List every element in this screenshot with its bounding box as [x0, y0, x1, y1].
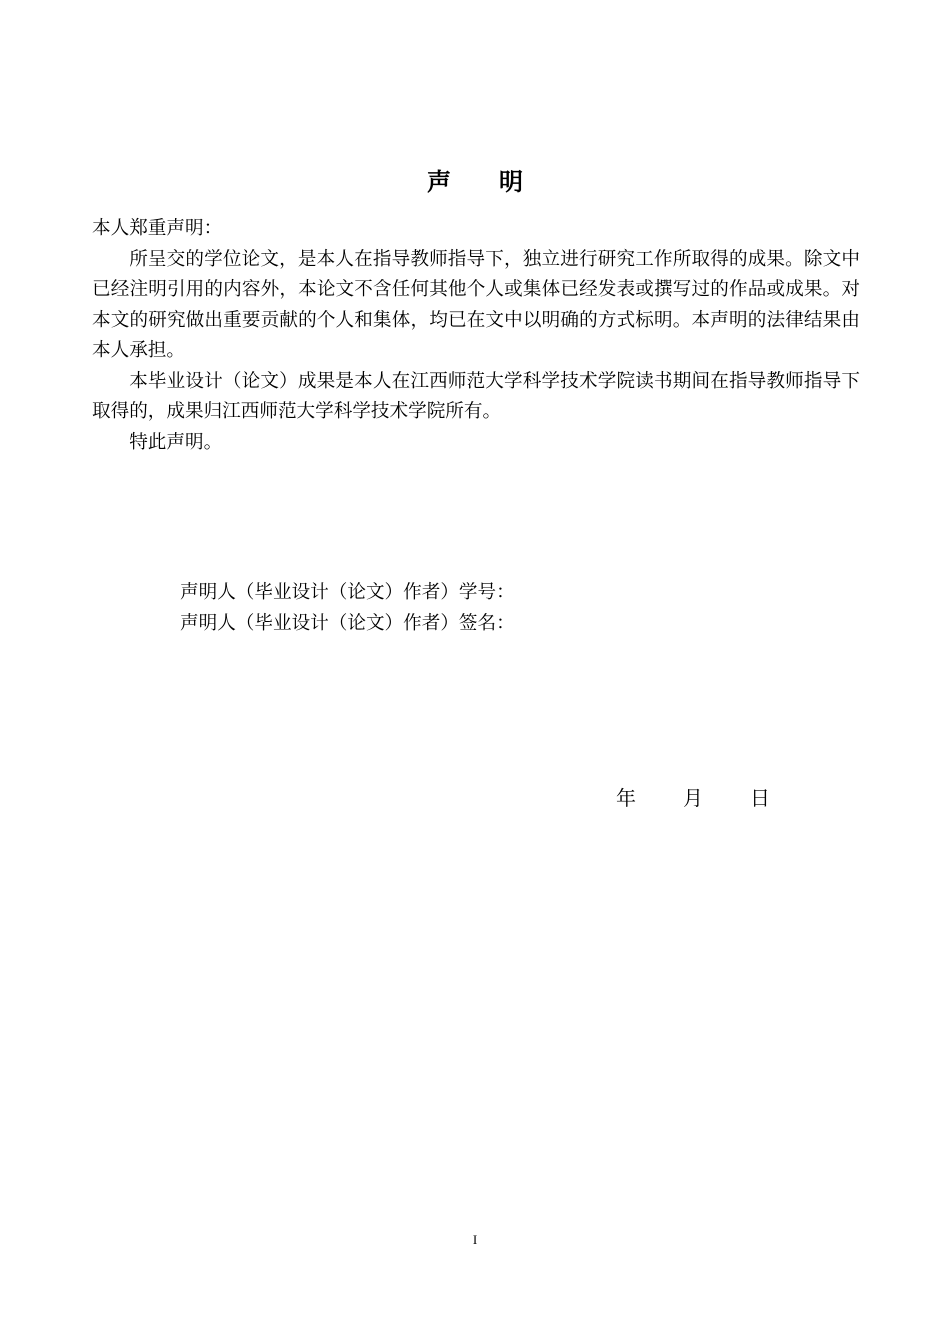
date-year: 年	[616, 786, 636, 810]
declaration-body	[92, 214, 860, 458]
declaration-closing: 特此声明。	[129, 431, 223, 453]
declaration-paragraph-originality: 所呈交的学位论文，是本人在指导教师指导下，独立进行研究工作所取得的成果。除文中已经注明引用的内容外，本论文不含任何其他个人或集体已经发表或撰写过的作品或成果。对本文的研究做出重要贡献的个人和集体，均已在文中以明确的方式标明。本声明的法律结果由本人承担。	[92, 248, 860, 361]
date-day: 日	[750, 786, 770, 810]
signature-block	[180, 577, 515, 639]
date-line	[616, 783, 817, 813]
declaration-paragraph-ownership: 本毕业设计（论文）成果是本人在江西师范大学科学技术学院读书期间在指导教师指导下取得的，成果归江西师范大学科学技术学院所有。	[92, 370, 860, 422]
page-title: 声明	[427, 168, 571, 196]
signature-line: 声明人（毕业设计（论文）作者）签名：	[180, 613, 515, 634]
date-month: 月	[683, 786, 703, 810]
student-id-line: 声明人（毕业设计（论文）作者）学号：	[180, 582, 515, 603]
declaration-intro: 本人郑重声明：	[92, 218, 223, 239]
page-number: I	[472, 1232, 478, 1247]
